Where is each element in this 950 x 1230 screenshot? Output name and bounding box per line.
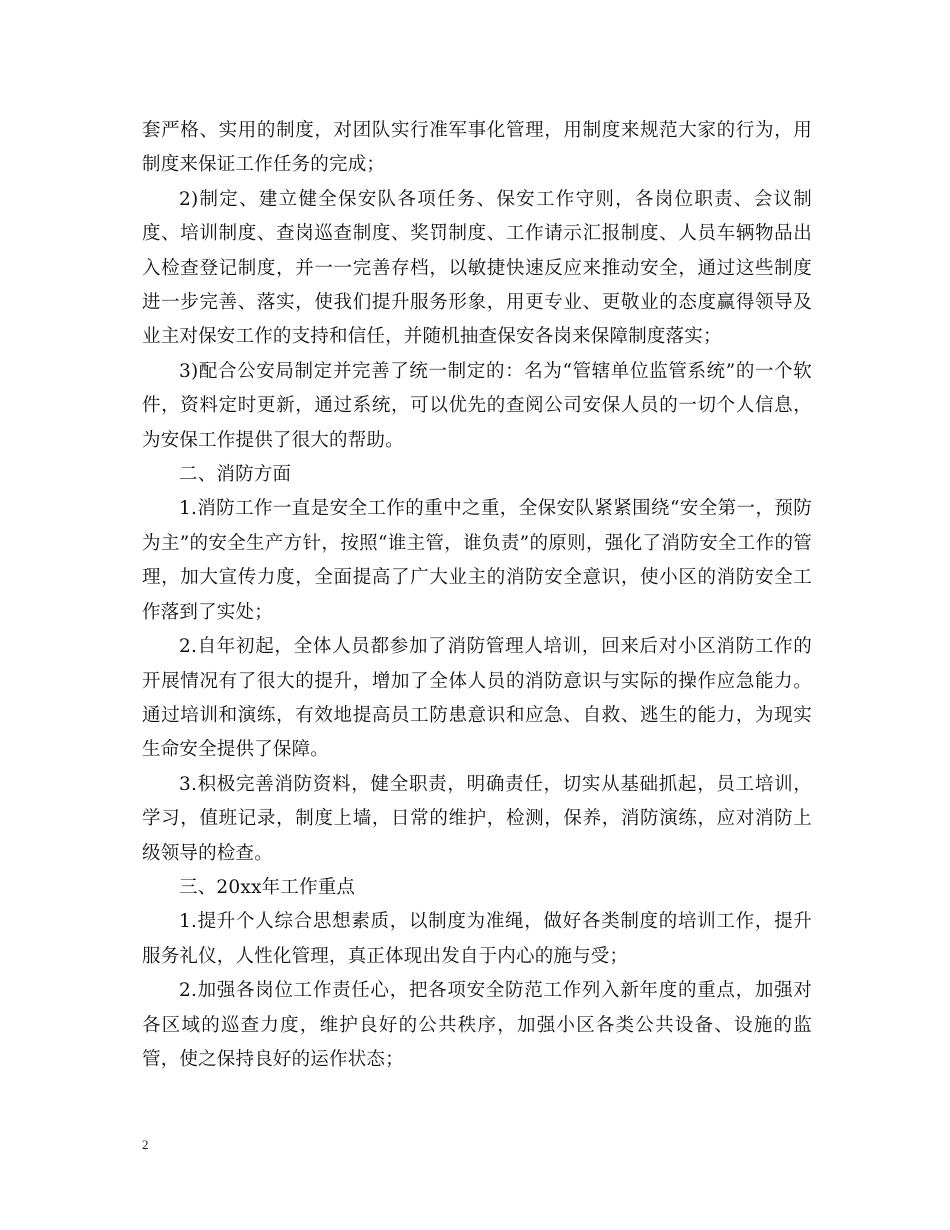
paragraph-item-2: 2)制定、建立健全保安队各项任务、保安工作守则，各岗位职责、会议制度、培训制度、查岗巡查制度、奖罚制度、工作请示汇报制度、人员车辆物品出入检查登记制度，并一一完善存档，以敏捷快速反应来推动安全，通过这些制度进一步完善、落实，使我们提升服务形象，用更专业、更敬业的态度赢得领导及业主对保安工作的支持和信任，并随机抽查保安各岗来保障制度落实； [142,188,812,348]
section-heading-work-focus: 三、20xx年工作重点 [179,876,356,898]
document-body [142,114,812,1077]
paragraph-continuation: 套严格、实用的制度，对团队实行准军事化管理，用制度来规范大家的行为，用制度来保证工作任务的完成； [142,120,812,176]
paragraph-focus-2: 2.加强各岗位工作责任心，把各项安全防范工作列入新年度的重点，加强对各区域的巡查力度，维护良好的公共秩序，加强小区各类公共设备、设施的监管，使之保持良好的运作状态； [142,980,812,1070]
section-heading-fire-safety: 二、消防方面 [179,464,292,486]
paragraph-fire-3: 3.积极完善消防资料，健全职责，明确责任，切实从基础抓起，员工培训，学习，值班记录，制度上墙，日常的维护，检测，保养，消防演练，应对消防上级领导的检查。 [142,773,812,864]
paragraph-item-3: 3)配合公安局制定并完善了统一制定的：名为“管辖单位监管系统”的一个软件，资料定时更新，通过系统，可以优先的查阅公司安保人员的一切个人信息，为安保工作提供了很大的帮助。 [142,360,812,451]
paragraph-fire-2: 2.自年初起，全体人员都参加了消防管理人培训，回来后对小区消防工作的开展情况有了很大的提升，增加了全体人员的消防意识与实际的操作应急能力。通过培训和演练，有效地提高员工防患意识和应急、自救、逃生的能力，为现实生命安全提供了保障。 [142,636,812,761]
page-number: 2 [142,1137,149,1152]
paragraph-focus-1: 1.提升个人综合思想素质，以制度为准绳，做好各类制度的培训工作，提升服务礼仪，人性化管理，真正体现出发自于内心的施与受； [142,911,812,967]
paragraph-fire-1: 1.消防工作一直是安全工作的重中之重，全保安队紧紧围绕“安全第一，预防为主”的安全生产方针，按照“谁主管，谁负责”的原则，强化了消防安全工作的管理，加大宣传力度，全面提高了广大业主的消防安全意识，使小区的消防安全工作落到了实处； [142,498,812,623]
